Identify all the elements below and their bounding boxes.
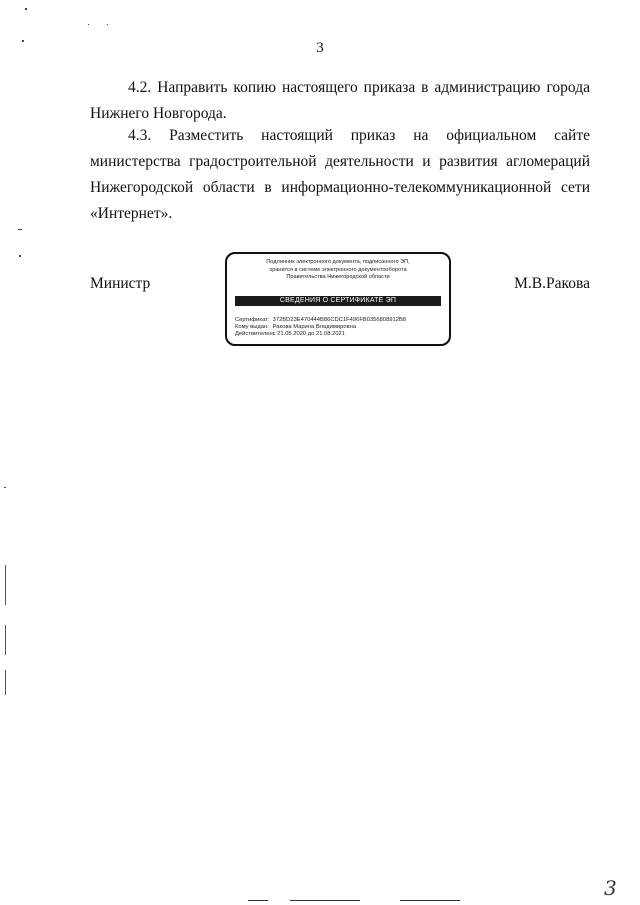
scan-speck [19, 255, 21, 257]
scan-margin-line [5, 565, 6, 605]
validity-row [235, 330, 443, 338]
signatory-name: М.В.Ракова [514, 275, 590, 292]
owner-value: Ракова Марина Владимировна [272, 324, 357, 330]
validity-label: Действителен: [235, 331, 275, 337]
stamp-header-line: Подлинник электронного документа, подписанного ЭП, [266, 259, 410, 265]
scan-bottom-edge [400, 900, 460, 901]
owner-label: Кому выдан: [235, 324, 269, 330]
electronic-signature-stamp [225, 252, 451, 346]
scan-speck [22, 40, 24, 42]
certificate-label: Сертификат: [235, 317, 270, 323]
scan-bottom-edge [248, 900, 268, 901]
scan-margin-line [5, 625, 6, 655]
certificate-value: 372BD23E470444B86CDC1F496FB0356808912B8 [272, 317, 407, 323]
stamp-title-bar: СВЕДЕНИЯ О СЕРТИФИКАТЕ ЭП [235, 296, 441, 306]
paragraph-4-2: 4.2. Направить копию настоящего приказа в администрацию города Нижнего Новгорода. [90, 79, 590, 122]
page-number: 3 [316, 40, 324, 56]
signatory-role: Министр [90, 275, 151, 292]
scan-margin-line [5, 670, 6, 695]
scan-speck [4, 487, 6, 488]
scan-speck [25, 8, 27, 10]
validity-value: с 21.05.2020 до 21.08.2021 [272, 331, 345, 337]
stamp-header-line: Правительства Нижегородской области [286, 274, 390, 280]
scan-speck [88, 24, 89, 25]
handwritten-page-mark: 3 [604, 876, 617, 900]
scan-speck [107, 24, 108, 25]
stamp-header [233, 259, 443, 282]
scan-bottom-edge [290, 900, 360, 901]
stamp-header-line: хранится в системе электронного документооборота [269, 266, 407, 273]
paragraph-4-3: 4.3. Разместить настоящий приказ на официальном сайте министерства градостроительной деятельности и развития агломераций Нижегородской области в информационно-телекоммуникационной сети «Интернет». [90, 127, 590, 222]
scan-speck [18, 229, 22, 230]
